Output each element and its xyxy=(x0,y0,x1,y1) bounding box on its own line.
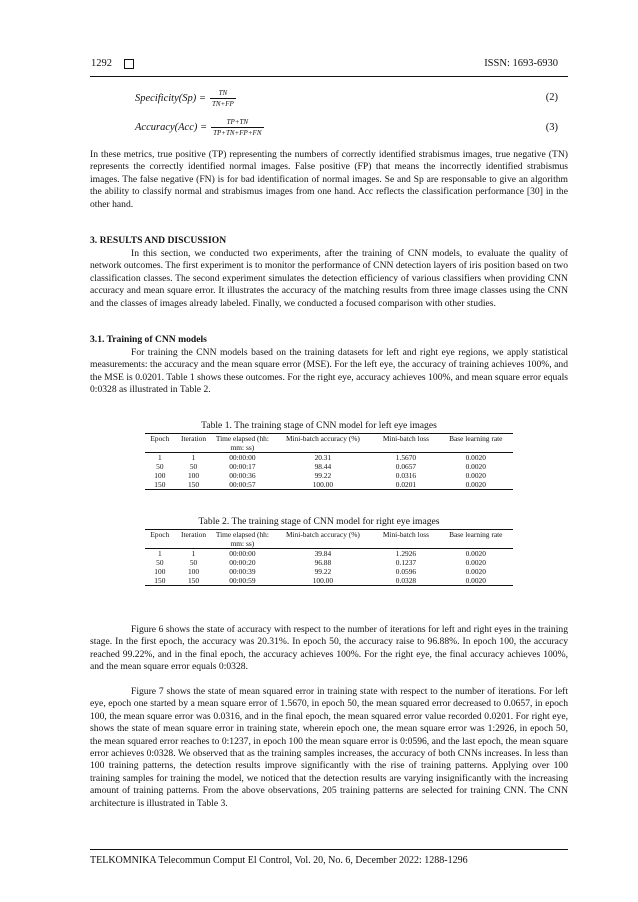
table-cell: 0.1237 xyxy=(395,558,417,567)
column-header: Base learning rate xyxy=(439,434,513,453)
table-cell: 150 xyxy=(175,480,213,490)
table-cell: 1 xyxy=(157,453,162,462)
equation-number: (2) xyxy=(545,92,558,103)
table-cell: 0.0020 xyxy=(465,567,486,576)
table-cell: 150 xyxy=(145,480,175,490)
column-header: Iteration xyxy=(175,434,213,453)
table-cell: 0.0201 xyxy=(373,480,438,490)
column-header: Mini-batch accuracy (%) xyxy=(272,530,373,549)
table-cell: 96.88 xyxy=(314,558,332,567)
column-header: Mini-batch loss xyxy=(373,434,438,453)
table-cell: 1 xyxy=(191,453,196,462)
equation-fraction xyxy=(210,89,236,108)
metrics-paragraph xyxy=(90,149,568,211)
table-row xyxy=(145,471,513,480)
equation-number: (3) xyxy=(545,122,558,133)
table-cell: 00:00:39 xyxy=(229,567,256,576)
table-cell: 00:00:20 xyxy=(229,558,256,567)
table-cell: 00:00:57 xyxy=(212,480,272,490)
table-cell: 00:00:59 xyxy=(212,576,272,586)
table-cell: 0.0596 xyxy=(395,567,417,576)
table-row xyxy=(145,558,513,567)
paragraph-text: For training the CNN models based on the training datasets for left and right eye regions, we apply statistical measurements: the accuracy and the mean square error (MSE). For the left eye, the accuracy of training achieves 100%, and the MSE is 0.0201. Table 1 shows these outcomes. For the right eye, accuracy achieves 100%, and mean square error equals 0:0328 as illustrated in Table 2. xyxy=(90,347,568,396)
column-header: Epoch xyxy=(145,434,175,453)
paragraph-text: In this section, we conducted two experiments, after the training of CNN models, to evaluate the quality of network outcomes. The first experiment is to monitor the performance of CNN detection layers of iris position based on two classification classes. The second experiment simulates the detection efficiency of various classifiers when providing CNN accuracy and mean square error. It illustrates the accuracy of the matching results from three image classes using the CNN and the classes of images already labeled. Finally, we conducted a focused comparison with other studies. xyxy=(90,248,568,309)
table-cell: 150 xyxy=(175,576,213,586)
subsection-paragraph xyxy=(90,347,568,397)
table-cell: 00:00:36 xyxy=(229,471,256,480)
paragraph-text: Figure 7 shows the state of mean squared error in training state with respect to the number of iterations. For left eye, epoch one started by a mean square error of 1.5670, in epoch 50, the mean squared error decreased to 0.0657, in epoch 100, the mean square error was 0.0316, and in the final epoch, the mean squared error value recorded 0.0201. For right eye, shows the state of mean square error in training state, wherein epoch one, the mean square error was 1:2926, in epoch 50, the mean squared error reaches to 0:1237, in epoch 100 the mean square error is 0:0596, and the last epoch, the mean square error achieves 0:0328. We observed that as the training samples increases, the accuracy of both CNNs increases. In less than 100 training patterns, the detection results improve significantly with the rise of training patterns. Applying over 100 training samples for training the model, we noticed that the detection results are varying insignificantly with the increasing amount of training patterns. From the above observations, 205 training patterns are selected for training CNN. The CNN architecture is illustrated in Table 3. xyxy=(90,686,568,809)
square-icon xyxy=(124,59,134,69)
figure6-paragraph xyxy=(90,624,568,674)
table-cell: 0.0328 xyxy=(373,576,438,586)
table-cell: 00:00:00 xyxy=(229,453,256,462)
table-cell: 0.0657 xyxy=(395,462,417,471)
table-2 xyxy=(145,529,513,586)
equation-lhs: Accuracy(Acc) = xyxy=(135,122,208,133)
equation-fraction xyxy=(211,118,263,137)
table-row xyxy=(145,549,513,559)
section-paragraph xyxy=(90,248,568,310)
table-cell: 98.44 xyxy=(314,462,332,471)
table-cell: 1.2926 xyxy=(395,549,417,558)
table-row xyxy=(145,567,513,576)
equation-specificity xyxy=(135,89,236,108)
column-header: Time elapsed (hh: mm: ss) xyxy=(212,434,272,453)
equation-accuracy xyxy=(135,118,264,137)
fraction-numerator: TN xyxy=(218,89,228,97)
table-row xyxy=(145,480,513,490)
table-cell: 50 xyxy=(156,462,164,471)
table-cell: 00:00:00 xyxy=(229,549,256,558)
table-cell: 0.0020 xyxy=(465,471,486,480)
table-header-row xyxy=(145,530,513,549)
fraction-numerator: TP+TN xyxy=(226,118,249,126)
table-row xyxy=(145,576,513,586)
table-cell: 50 xyxy=(189,558,198,567)
column-header: Mini-batch accuracy (%) xyxy=(272,434,373,453)
table-cell: 0.0020 xyxy=(439,480,513,490)
table-cell: 100.00 xyxy=(272,480,373,490)
table-cell: 0.0020 xyxy=(465,462,486,471)
table-cell: 1.5670 xyxy=(395,453,417,462)
table-cell: 39.84 xyxy=(314,549,332,558)
table-cell: 100 xyxy=(187,471,200,480)
column-header: Epoch xyxy=(145,530,175,549)
table-1-title: Table 1. The training stage of CNN model for left eye images xyxy=(201,420,437,431)
table-cell: 20.31 xyxy=(314,453,332,462)
table-cell: 100.00 xyxy=(272,576,373,586)
table-cell: 50 xyxy=(189,462,198,471)
table-cell: 1 xyxy=(191,549,196,558)
table-cell: 50 xyxy=(156,558,164,567)
table-cell: 100 xyxy=(154,471,166,480)
table-cell: 99.22 xyxy=(314,471,332,480)
figure7-paragraph xyxy=(90,686,568,810)
table-cell: 100 xyxy=(187,567,200,576)
page-number: 1292 xyxy=(91,58,112,69)
footer-divider xyxy=(90,849,568,850)
table-cell: 0.0020 xyxy=(465,453,486,462)
fraction-denominator: TN+FP xyxy=(211,100,234,108)
table-cell: 150 xyxy=(145,576,175,586)
table-cell: 0.0020 xyxy=(439,576,513,586)
subsection-heading: 3.1. Training of CNN models xyxy=(90,334,207,345)
paragraph-text: In these metrics, true positive (TP) representing the numbers of correctly identified strabismus images, true negative (TN) represents the correctly identified normal images. False positive (FP) that means the incorrectly identified strabismus images. The false negative (FN) is for bad identification of normal images. Se and Sp are responsable to give an algorithm the ability to classify normal and strabismus images from one hand. Acc reflects the classification performance [30] in the other hand. xyxy=(90,149,568,210)
table-cell: 0.0316 xyxy=(395,471,417,480)
table-header-row xyxy=(145,434,513,453)
table-cell: 0.0020 xyxy=(465,558,486,567)
journal-citation: TELKOMNIKA Telecommun Comput El Control, Vol. 20, No. 6, December 2022: 1288-1296 xyxy=(90,855,468,866)
fraction-denominator: TP+TN+FP+FN xyxy=(213,129,262,137)
header-divider xyxy=(90,76,568,77)
column-header: Mini-batch loss xyxy=(373,530,438,549)
equation-lhs: Specificity(Sp) = xyxy=(135,93,206,104)
section-heading: 3. RESULTS AND DISCUSSION xyxy=(90,235,227,246)
table-row xyxy=(145,453,513,463)
column-header: Base learning rate xyxy=(439,530,513,549)
table-2-title: Table 2. The training stage of CNN model for right eye images xyxy=(198,516,440,527)
column-header: Time elapsed (hh: mm: ss) xyxy=(212,530,272,549)
table-cell: 100 xyxy=(154,567,166,576)
column-header: Iteration xyxy=(175,530,213,549)
table-row xyxy=(145,462,513,471)
issn: ISSN: 1693-6930 xyxy=(484,58,558,69)
table-cell: 99.22 xyxy=(314,567,332,576)
table-cell: 00:00:17 xyxy=(229,462,256,471)
table-cell: 0.0020 xyxy=(465,549,486,558)
table-cell: 1 xyxy=(157,549,162,558)
paragraph-text: Figure 6 shows the state of accuracy with respect to the number of iterations for left and right eyes in the training stage. In the first epoch, the accuracy was 20.31%. In epoch 50, the accuracy raise to 96.88%. In epoch 100, the accuracy reached 99.22%, and in the final epoch, the accuracy achieves 100%. For the right eye, the final accuracy achieves 100%, and the mean square error equals 0:0328. xyxy=(90,624,568,673)
table-1 xyxy=(145,433,513,490)
